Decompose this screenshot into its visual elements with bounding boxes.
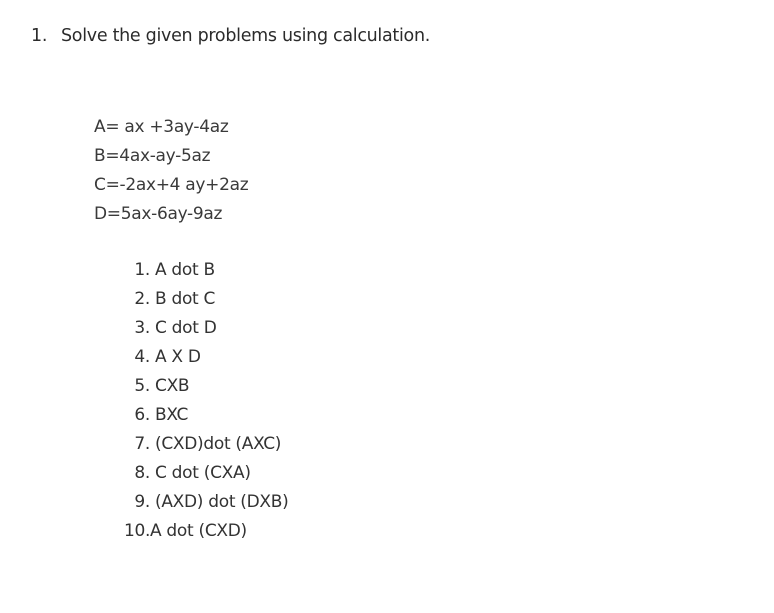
vector-a: A= ax +3ay-4az — [94, 117, 229, 137]
vector-definitions — [94, 113, 248, 229]
problem-number: 6. — [134, 405, 150, 425]
problem-number: 5. — [134, 376, 150, 396]
list-item — [124, 285, 288, 314]
problem-number: 7. — [134, 434, 150, 454]
problem-text: A X D — [155, 347, 201, 367]
problem-number: 8. — [134, 463, 150, 483]
problem-number: 1. — [134, 260, 150, 280]
vector-c: C=-2ax+4 ay+2az — [94, 175, 249, 195]
vector-d: D=5ax-6ay-9az — [94, 204, 223, 224]
problem-number: 3. — [134, 318, 150, 338]
list-item — [124, 488, 288, 517]
question-number: 1. — [31, 26, 48, 46]
list-item — [124, 459, 288, 488]
problem-text: BXC — [155, 405, 189, 425]
list-item — [124, 517, 288, 546]
problem-number: 4. — [134, 347, 150, 367]
problem-number: 9. — [134, 492, 150, 512]
problem-text: B dot C — [155, 289, 216, 309]
problem-number: 10. — [124, 521, 151, 541]
problem-text: A dot (CXD) — [150, 521, 247, 541]
problem-text: CXB — [155, 376, 190, 396]
list-item — [124, 372, 288, 401]
vector-b: B=4ax-ay-5az — [94, 146, 211, 166]
problem-text: (CXD)dot (AXC) — [155, 434, 282, 454]
list-item — [124, 256, 288, 285]
question-heading — [31, 26, 430, 46]
problem-text: C dot D — [155, 318, 217, 338]
list-item — [124, 314, 288, 343]
problem-text: A dot B — [155, 260, 215, 280]
problem-text: C dot (CXA) — [155, 463, 251, 483]
question-text: Solve the given problems using calculation. — [61, 26, 431, 46]
problem-text: (AXD) dot (DXB) — [155, 492, 289, 512]
list-item — [124, 401, 288, 430]
problem-list — [124, 256, 288, 546]
list-item — [124, 430, 288, 459]
problem-number: 2. — [134, 289, 150, 309]
list-item — [124, 343, 288, 372]
